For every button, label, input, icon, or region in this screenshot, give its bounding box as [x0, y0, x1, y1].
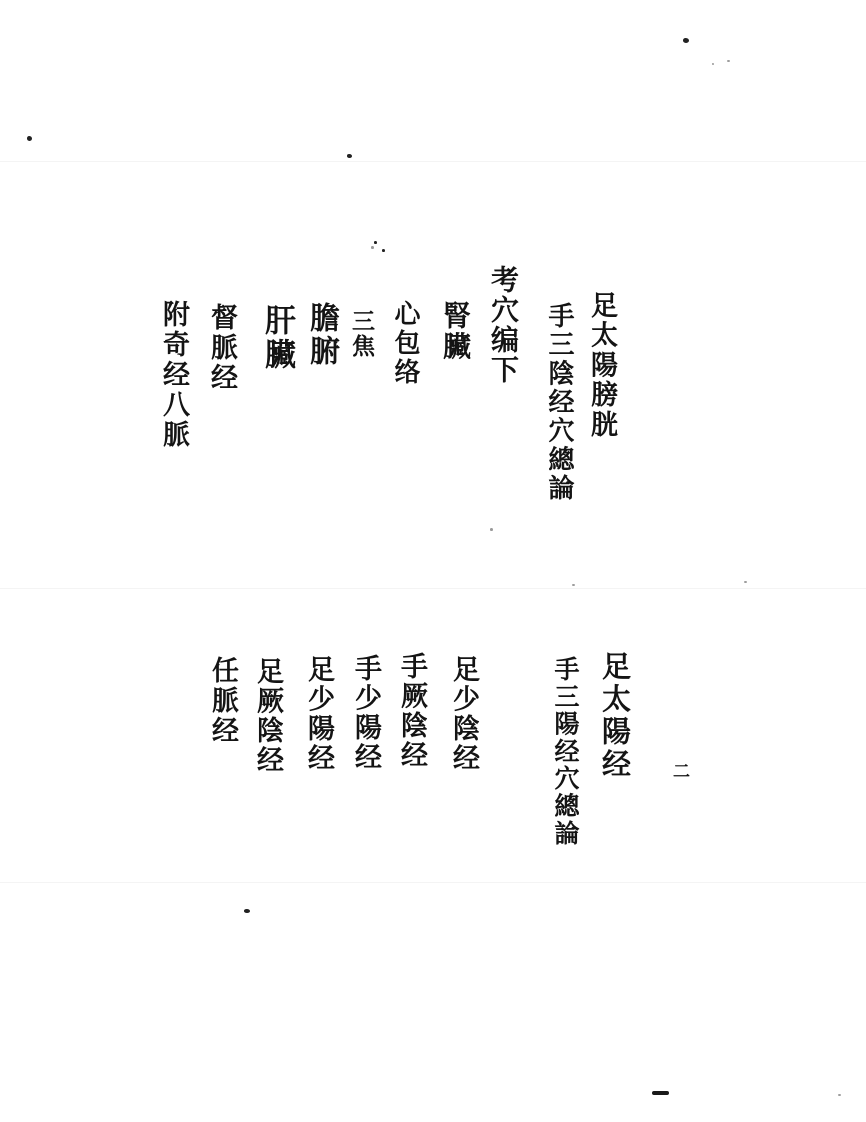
collation-dash-mark: [652, 1091, 669, 1095]
ink-speck: [382, 249, 385, 252]
ink-speck: [347, 154, 352, 158]
folio-number: 二: [669, 762, 689, 779]
toc-entry-column: 手厥陰经: [396, 652, 427, 770]
scan-artifact-line: [0, 161, 866, 162]
ink-speck: [744, 581, 747, 583]
toc-part-title-column: 考穴编下: [487, 265, 520, 385]
scan-artifact-line: [0, 588, 866, 589]
ink-speck: [683, 38, 689, 43]
toc-entry-column: 足厥陰经: [252, 657, 283, 775]
toc-entry-column: 肝臟: [259, 304, 295, 372]
toc-entry-column: 足太陽膀胱: [586, 291, 617, 440]
ink-speck: [727, 60, 730, 62]
toc-entry-column: 足太陽经: [598, 651, 632, 781]
toc-entry-column: 足少陽经: [303, 655, 334, 773]
toc-entry-column: 手少陽经: [350, 654, 381, 772]
ink-speck: [374, 241, 377, 244]
toc-entry-column: 三焦: [348, 309, 375, 359]
toc-entry-column: 手三陰经穴總論: [544, 302, 574, 503]
ink-speck: [490, 528, 493, 531]
toc-entry-column: 督脈经: [206, 303, 237, 393]
scan-artifact-line: [0, 882, 866, 883]
toc-entry-column: 足少陰经: [448, 655, 479, 773]
ink-speck: [27, 136, 32, 141]
toc-entry-column: 心包络: [390, 300, 420, 387]
toc-entry-column: 附奇经八脈: [158, 300, 189, 450]
ink-speck: [244, 909, 250, 913]
toc-entry-column: 任脈经: [207, 656, 238, 746]
ink-speck: [572, 584, 575, 586]
ink-speck: [838, 1094, 841, 1096]
toc-entry-column: 膽腑: [304, 302, 339, 368]
toc-entry-column: 腎臟: [439, 301, 472, 362]
toc-entry-column: 手三陽经穴總論: [551, 656, 580, 848]
ink-speck: [371, 246, 374, 249]
ink-speck: [712, 63, 714, 65]
